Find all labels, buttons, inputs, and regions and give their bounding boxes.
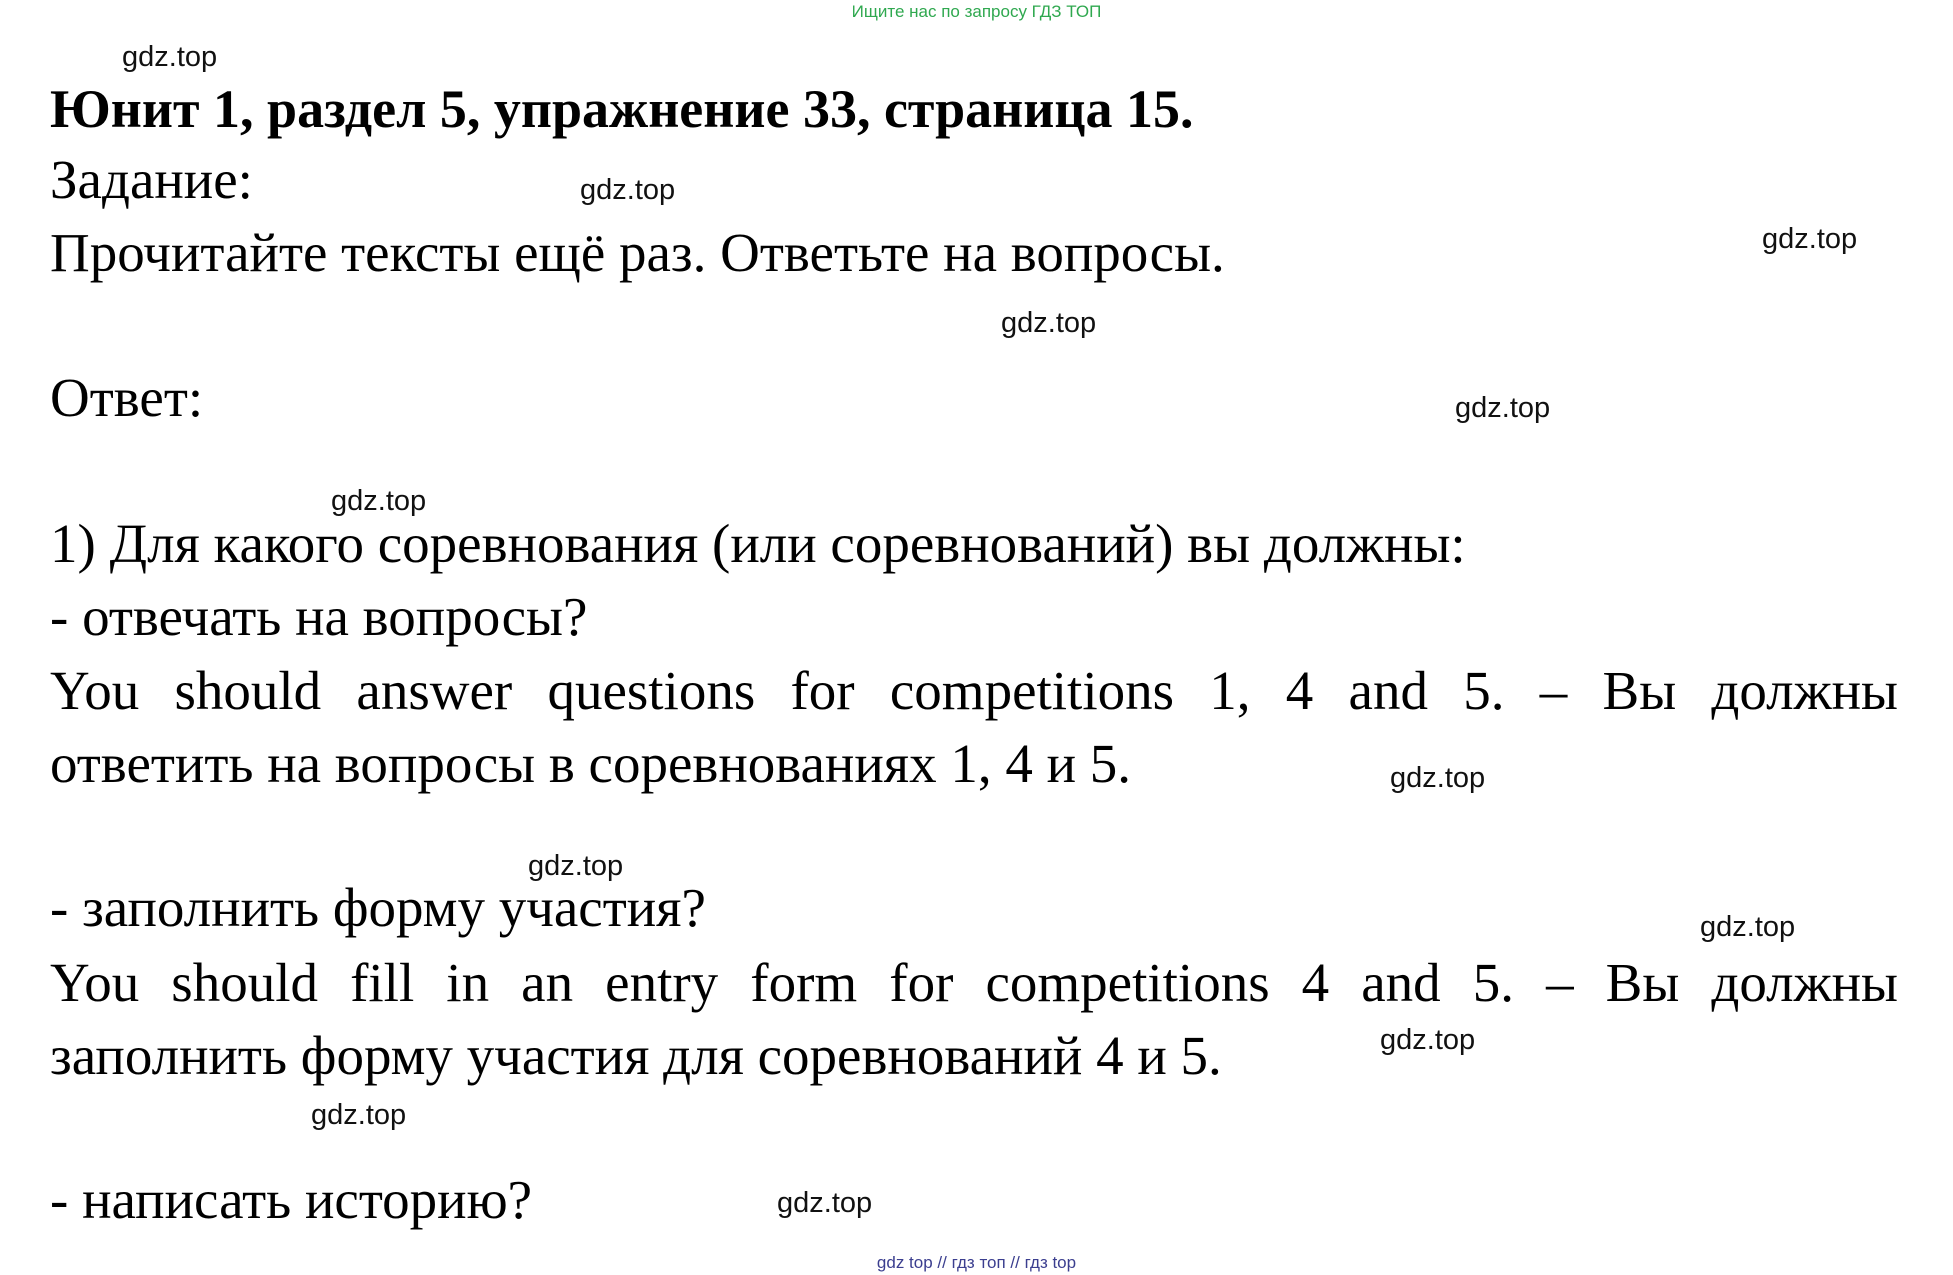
item-prompt-1: - отвечать на вопросы?	[50, 586, 588, 647]
watermark: gdz.top	[1762, 223, 1858, 255]
task-label: Задание:	[50, 149, 253, 210]
footer: gdz top // гдз топ // гдз top	[876, 1253, 1077, 1272]
answer-1-line-2: ответить на вопросы в соревнованиях 1, 4 и 5.	[50, 733, 1132, 794]
top-banner: Ищите нас по запросу ГДЗ ТОП	[851, 2, 1102, 21]
watermark: gdz.top	[1001, 307, 1097, 339]
answer-label: Ответ:	[50, 367, 204, 428]
item-prompt-3: - написать историю?	[50, 1169, 533, 1230]
page-title: Юнит 1, раздел 5, упражнение 33, страница 15.	[50, 79, 1194, 139]
watermark: gdz.top	[777, 1187, 873, 1219]
watermark: gdz.top	[331, 485, 427, 517]
item-answer-2	[50, 946, 1898, 1092]
watermark: gdz.top	[1390, 762, 1486, 794]
answer-2-line-1: You should fill in an entry form for competitions 4 and 5. – Вы должны	[50, 952, 1898, 1013]
watermark: gdz.top	[1700, 911, 1796, 943]
answer-1-line-1: You should answer questions for competitions 1, 4 and 5. – Вы должны	[50, 660, 1898, 721]
watermark: gdz.top	[528, 850, 624, 882]
question-1: 1) Для какого соревнования (или соревнований) вы должны:	[50, 513, 1466, 574]
task-text: Прочитайте тексты ещё раз. Ответьте на вопросы.	[50, 222, 1225, 283]
item-answer-1	[50, 654, 1898, 800]
watermark: gdz.top	[1380, 1024, 1476, 1056]
answer-2-line-2: заполнить форму участия для соревнований 4 и 5.	[50, 1025, 1222, 1086]
item-prompt-2: - заполнить форму участия?	[50, 877, 706, 938]
watermark: gdz.top	[1455, 392, 1551, 424]
watermark: gdz.top	[311, 1099, 407, 1131]
watermark: gdz.top	[580, 174, 676, 206]
watermark: gdz.top	[122, 41, 218, 73]
